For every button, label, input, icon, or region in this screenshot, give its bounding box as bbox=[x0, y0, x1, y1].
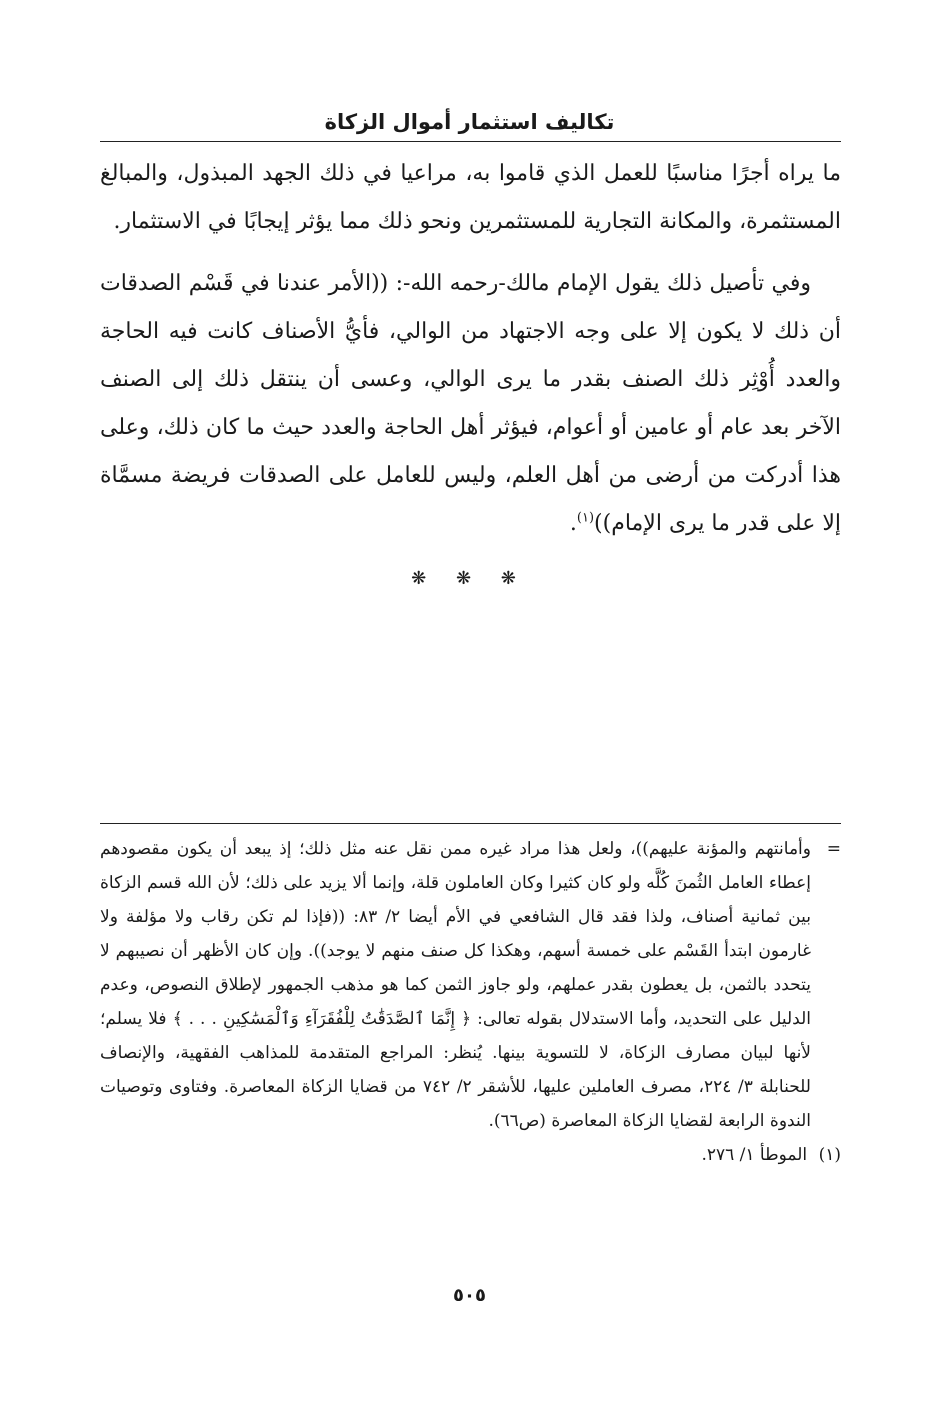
paragraph-1: ما يراه أجرًا مناسبًا للعمل الذي قاموا به، مراعيا في ذلك الجهد المبذول، والمبالغ المستثمرة، والمكانة التجارية للمستثمرين ونحو ذلك مما يؤثر إيجابًا في الاستثمار. bbox=[100, 161, 841, 234]
footnote-1-number: (١) bbox=[818, 1145, 841, 1165]
running-title: تكاليف استثمار أموال الزكاة bbox=[324, 110, 615, 134]
footnotes bbox=[100, 832, 841, 1172]
footnote-continued-text: وأمانتهم والمؤنة عليهم))، ولعل هذا مراد غيره ممن نقل عنه مثل ذلك؛ إذ يبعد أن يكون مقصودهم إعطاء العامل الثُمنَ كُلَّه ولو كان كثيرا وكان العاملون قلة، وإنما ألا يزيد على ذلك؛ لأن الله قسم الزكاة بين ثمانية أصناف، ولذا فقد قال الشافعي في الأم أيضا ٢/ ٨٣: ((فإذا لم تكن رقاب ولا مؤلفة ولا غارمون ابتدأ القَسْم على خمسة أسهم، وهكذا كل صنف منهم لا يوجد)). وإن كان الأظهر أن نصيبهم لا يتحدد بالثمن، بل يعطون بقدر عملهم، ولو جاوز الثمن كما هو مذهب الجمهور لإطلاق النصوص، وعدم الدليل على التحديد، وأما الاستدلال بقوله تعالى: ﴿ إِنَّمَا ٱلصَّدَقَٰتُ لِلْفُقَرَآءِ وَٱلْمَسَٰكِينِ . . . ﴾ فلا يسلم؛ لأنها لبيان مصارف الزكاة، لا للتسوية بينها. يُنظر: المراجع المتقدمة للمذاهب الفقهية، والإنصاف للحنابلة ٣/ ٢٢٤، مصرف العاملين عليها، للأشقر ٢/ ٧٤٢ من قضايا الزكاة المعاصرة. وفتاوى وتوصيات الندوة الرابعة لقضايا الزكاة المعاصرة (ص٦٦). bbox=[100, 839, 811, 1131]
footnote-rule bbox=[100, 823, 841, 824]
page-number: ٥٠٥ bbox=[453, 1285, 486, 1306]
footnote-reference-1: (١) bbox=[576, 510, 595, 526]
section-separator: ❋ ❋ ❋ bbox=[411, 568, 528, 589]
footnote-1 bbox=[100, 1138, 841, 1172]
header-rule bbox=[100, 141, 841, 142]
continuation-mark: = bbox=[826, 839, 841, 859]
paragraph-2-text: وفي تأصيل ذلك يقول الإمام مالك-رحمه الله-: ((الأمر عندنا في قَسْم الصدقات أن ذلك لا يكون إلا على وجه الاجتهاد من الوالي، فأيُّ الأصناف كانت فيه الحاجة والعدد أُوْثِر ذلك الصنف بقدر ما يرى الوالي، وعسى أن ينتقل ذلك إلى الصنف الآخر بعد عام أو عامين أو أعوام، فيؤثر أهل الحاجة والعدد حيث ما كان ذلك، وعلى هذا أدركت من أرضى من أهل العلم، وليس للعامل على الصدقات فريضة مسمَّاة إلا على قدر ما يرى الإمام)) bbox=[100, 271, 841, 536]
paragraph-2 bbox=[100, 260, 841, 548]
footnote-continued bbox=[100, 832, 841, 1138]
main-text bbox=[100, 150, 841, 548]
paragraph-2-end: . bbox=[569, 511, 577, 536]
footnote-1-text: الموطأ ١/ ٢٧٦. bbox=[701, 1145, 808, 1165]
